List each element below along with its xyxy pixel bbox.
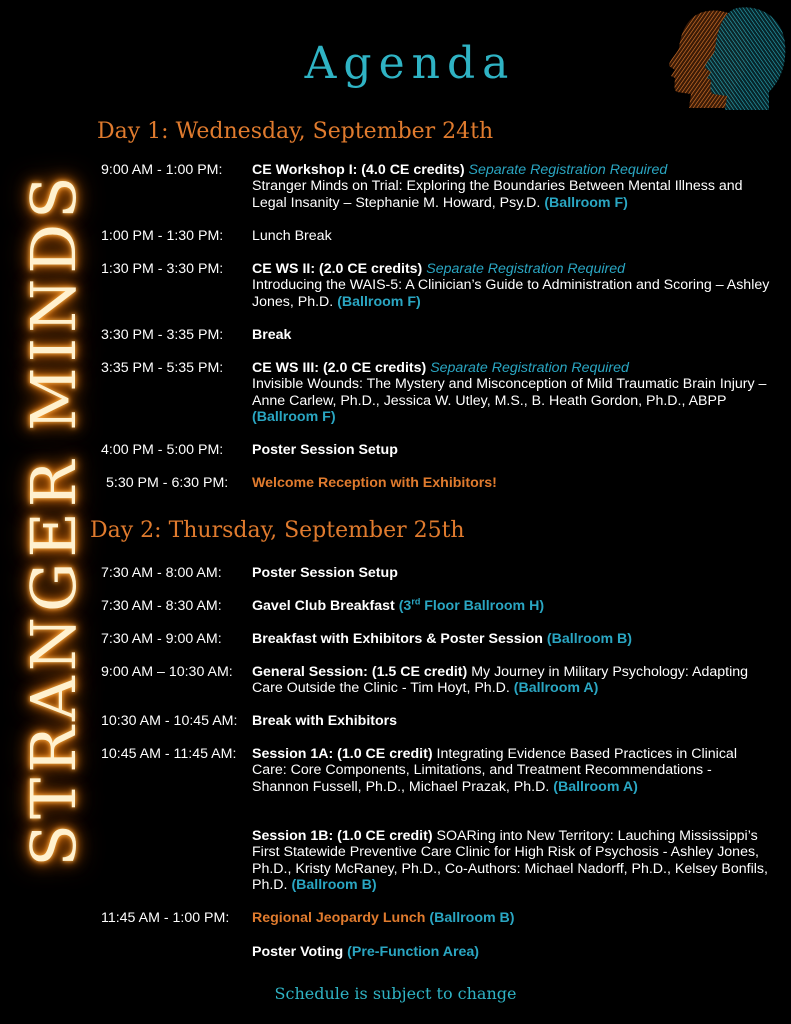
session-title: Poster Session Setup (252, 442, 398, 458)
time-label: 10:45 AM - 11:45 AM: (101, 746, 237, 762)
time-label: 1:00 PM - 1:30 PM: (101, 228, 224, 244)
room-label: (Ballroom B) (291, 877, 377, 894)
side-title: STRANGER MINDS (17, 171, 90, 867)
registration-note: Separate Registration Required (426, 261, 625, 277)
room-label: (Ballroom B) (546, 631, 633, 647)
highlight-event: Welcome Reception with Exhibitors! (252, 475, 497, 491)
room-label: (Ballroom B) (429, 910, 515, 926)
session-title: Break (252, 327, 292, 343)
time-label: 7:30 AM - 8:00 AM: (101, 565, 222, 581)
room-label: (Ballroom F) (252, 409, 336, 426)
session-description: SOARing into New Territory: Lauching Mississippi’s First Statewide Preventive Care Clinic for High Risk of Psychosis - Ashley Jones, Ph.D., Kristy McRaney, Ph.D., Co-Authors: Michael Nadorff, Ph.D., Kelsey Bonfils, Ph.D. (252, 828, 768, 894)
session-description: My Journey in Military Psychology: Adapting Care Outside the Clinic - Tim Hoyt, Ph.D. (252, 664, 748, 697)
session-description: Invisible Wounds: The Mystery and Misconception of Mild Traumatic Brain Injury – Anne Carlew, Ph.D., Jessica W. Utley, M.S., B. Heath Gordon, Ph.D., ABPP (252, 376, 767, 409)
session-title: CE WS III: (2.0 CE credits) (252, 360, 427, 376)
session-title: Session 1A: (1.0 CE credit) (252, 746, 433, 762)
registration-note: Separate Registration Required (430, 360, 629, 376)
time-label: 4:00 PM - 5:00 PM: (101, 442, 224, 458)
room-label: (Ballroom F) (544, 194, 628, 211)
time-label: 9:00 AM – 10:30 AM: (101, 664, 233, 680)
time-label: 3:30 PM - 3:35 PM: (101, 327, 224, 343)
session-title: CE WS II: (2.0 CE credits) (252, 261, 423, 277)
room-label: (3rd Floor Ballroom H) (398, 596, 545, 614)
session-title: Gavel Club Breakfast (252, 598, 395, 614)
session-description: Stranger Minds on Trial: Exploring the Boundaries Between Mental Illness and Legal Insanity – Stephanie M. Howard, Psy.D. (252, 178, 743, 211)
session-title: Break with Exhibitors (252, 713, 398, 729)
day1-heading: Day 1: Wednesday, September 24th (97, 119, 494, 144)
time-label: 3:35 PM - 5:35 PM: (101, 360, 224, 376)
day2-heading: Day 2: Thursday, September 25th (90, 518, 465, 543)
session-description: Introducing the WAIS-5: A Clinician’s Guide to Administration and Scoring – Ashley Jones, Ph.D. (252, 277, 770, 310)
page-title: Agenda (304, 38, 516, 89)
footer-note: Schedule is subject to change (274, 984, 517, 1003)
registration-note: Separate Registration Required (468, 162, 668, 178)
time-label: 5:30 PM - 6:30 PM: (106, 475, 229, 491)
session-description: Integrating Evidence Based Practices in Clinical Care: Core Components, Limitations, and Treatment Recommendations - Shannon Fussell, Ph.D., Michael Prazak, Ph.D. (252, 746, 737, 795)
profile-heads-logo (663, 4, 789, 110)
session-title: Poster Voting (252, 944, 344, 960)
session-title: Session 1B: (1.0 CE credit) (252, 828, 433, 844)
time-label: 9:00 AM - 1:00 PM: (101, 162, 223, 178)
room-label: (Ballroom F) (337, 293, 421, 310)
session-title: Breakfast with Exhibitors & Poster Session (252, 631, 543, 647)
room-label: (Ballroom A) (553, 778, 638, 795)
room-label: (Pre-Function Area) (347, 944, 480, 960)
time-label: 7:30 AM - 8:30 AM: (101, 598, 222, 614)
session-title: Poster Session Setup (252, 565, 398, 581)
room-label: (Ballroom A) (513, 680, 599, 697)
session-title: General Session: (1.5 CE credit) (252, 664, 468, 680)
session-title: CE Workshop I: (4.0 CE credits) (252, 162, 465, 178)
time-label: 7:30 AM - 9:00 AM: (101, 631, 222, 647)
time-label: 11:45 AM - 1:00 PM: (101, 910, 230, 926)
session-description: Lunch Break (252, 228, 332, 244)
time-label: 1:30 PM - 3:30 PM: (101, 261, 224, 277)
highlight-event: Regional Jeopardy Lunch (252, 910, 426, 926)
time-label: 10:30 AM - 10:45 AM: (101, 713, 238, 729)
